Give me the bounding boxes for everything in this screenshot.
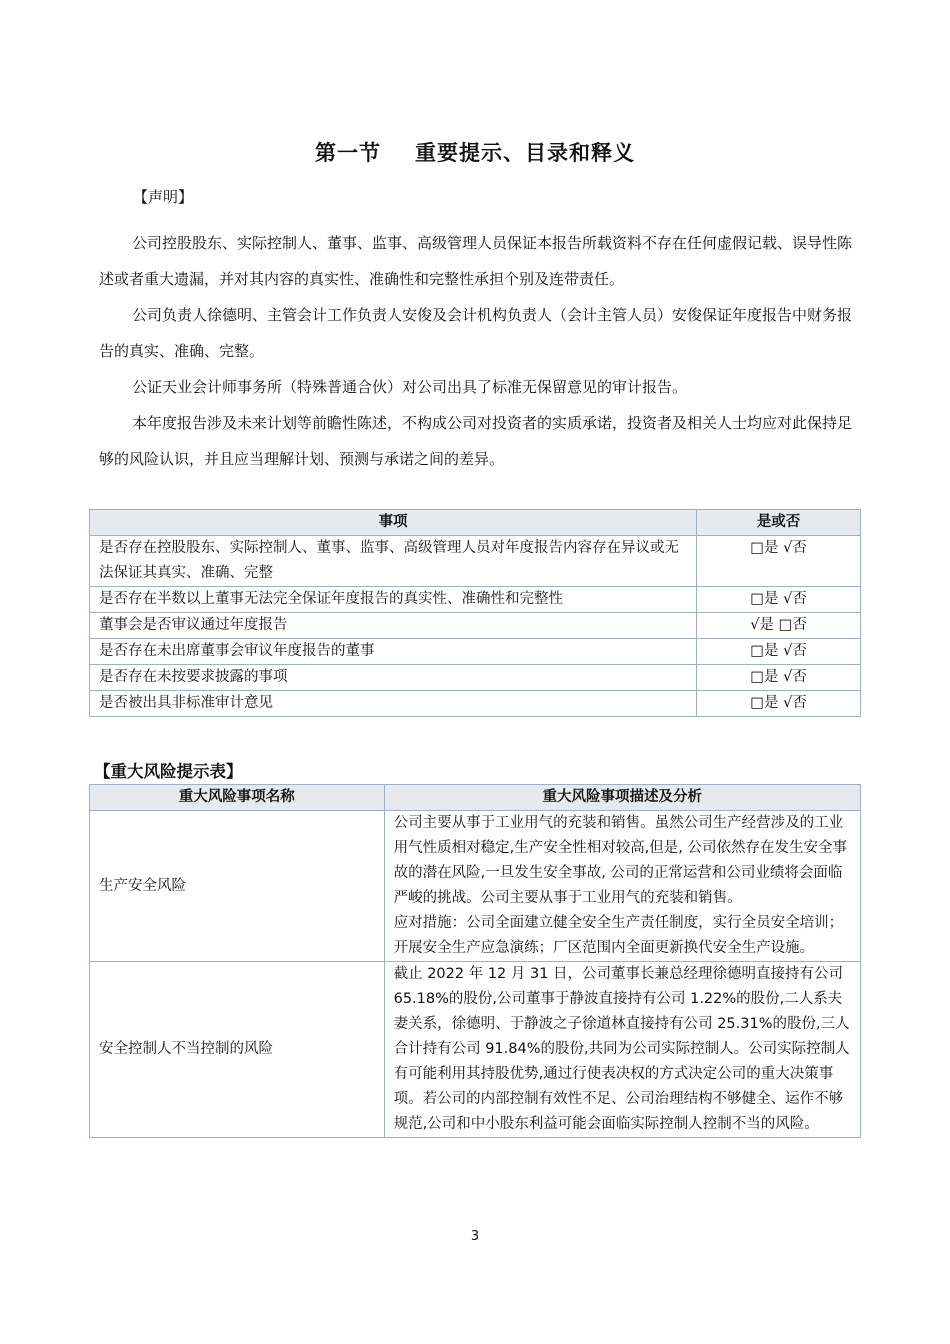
table-row bbox=[90, 691, 861, 717]
section-number: 第一节 bbox=[315, 141, 381, 165]
table-row bbox=[90, 811, 861, 962]
statement-paragraph-4: 本年度报告涉及未来计划等前瞻性陈述，不构成公司对投资者的实质承诺，投资者及相关人士均应对此保持足够的风险认识，并且应当理解计划、预测与承诺之间的差异。 bbox=[99, 414, 853, 468]
matter-cell: 是否存在未出席董事会审议年度报告的董事 bbox=[90, 639, 697, 665]
table-row bbox=[90, 665, 861, 691]
table-row bbox=[90, 962, 861, 1138]
statement-paragraph-1: 公司控股股东、实际控制人、董事、监事、高级管理人员保证本报告所载资料不存在任何虚假记载、误导性陈述或者重大遗漏，并对其内容的真实性、准确性和完整性承担个别及连带责任。 bbox=[99, 234, 853, 288]
matter-cell: 是否存在控股股东、实际控制人、董事、监事、高级管理人员对年度报告内容存在异议或无法保证其真实、准确、完整 bbox=[90, 536, 697, 587]
column-header-risk-desc: 重大风险事项描述及分析 bbox=[384, 785, 860, 811]
risk-desc-cell bbox=[384, 811, 860, 962]
column-header-yes-no: 是或否 bbox=[697, 510, 861, 536]
risk-desc-cell bbox=[384, 962, 860, 1138]
statement-paragraph-3: 公证天业会计师事务所（特殊普通合伙）对公司出具了标准无保留意见的审计报告。 bbox=[132, 378, 688, 396]
table-row bbox=[90, 536, 861, 587]
answer-cell: □是 √否 bbox=[697, 665, 861, 691]
risk-name-cell: 生产安全风险 bbox=[90, 811, 385, 962]
matters-table bbox=[89, 509, 861, 717]
risk-table bbox=[89, 784, 861, 1138]
column-header-risk-name: 重大风险事项名称 bbox=[90, 785, 385, 811]
table-row bbox=[90, 613, 861, 639]
statement-paragraph-2: 公司负责人徐德明、主管会计工作负责人安俊及会计机构负责人（会计主管人员）安俊保证年度报告中财务报告的真实、准确、完整。 bbox=[99, 306, 853, 360]
table-header-row bbox=[90, 785, 861, 811]
risk-measure: 应对措施：公司全面建立健全安全生产责任制度，实行全员安全培训；开展安全生产应急演练；厂区范围内全面更新换代安全生产设施。 bbox=[393, 915, 844, 956]
section-name: 重要提示、目录和释义 bbox=[415, 141, 635, 165]
table-row bbox=[90, 639, 861, 665]
section-title bbox=[0, 137, 950, 167]
table-row bbox=[90, 587, 861, 613]
risk-description: 截止 2022 年 12 月 31 日，公司董事长兼总经理徐德明直接持有公司 65.18%的股份,公司董事于静波直接持有公司 1.22%的股份,二人系夫妻关系，徐德明、于静波之子徐道林直接持有公司 25.31%的股份,三人合计持有公司 91.84%的股份,共同为公司实际控制人。公司实际控制人有可能利用其持股优势,通过行使表决权的方式决定公司的重大决策事项。若公司的内部控制有效性不足、公司治理结构不够健全、运作不够规范,公司和中小股东利益可能会面临实际控制人控制不当的风险。 bbox=[393, 966, 850, 1132]
matter-cell: 是否被出具非标准审计意见 bbox=[90, 691, 697, 717]
answer-cell: □是 √否 bbox=[697, 536, 861, 587]
page-number: 3 bbox=[470, 1229, 480, 1244]
declaration-label: 【声明】 bbox=[133, 188, 194, 206]
table-header-row bbox=[90, 510, 861, 536]
answer-cell: □是 √否 bbox=[697, 691, 861, 717]
answer-cell: □是 √否 bbox=[697, 639, 861, 665]
risk-description: 公司主要从事于工业用气的充装和销售。虽然公司生产经营涉及的工业用气性质相对稳定,生产安全性相对较高,但是, 公司依然存在发生安全事故的潜在风险,一旦发生安全事故, 公司的正常运营和公司业绩将会面临严峻的挑战。公司主要从事于工业用气的充装和销售。 bbox=[393, 815, 848, 906]
matter-cell: 董事会是否审议通过年度报告 bbox=[90, 613, 697, 639]
answer-cell: □是 √否 bbox=[697, 587, 861, 613]
risk-name-cell: 安全控制人不当控制的风险 bbox=[90, 962, 385, 1138]
column-header-item: 事项 bbox=[90, 510, 697, 536]
matter-cell: 是否存在未按要求披露的事项 bbox=[90, 665, 697, 691]
matter-cell: 是否存在半数以上董事无法完全保证年度报告的真实性、准确性和完整性 bbox=[90, 587, 697, 613]
answer-cell: √是 □否 bbox=[697, 613, 861, 639]
risk-table-title: 【重大风险提示表】 bbox=[94, 762, 243, 781]
